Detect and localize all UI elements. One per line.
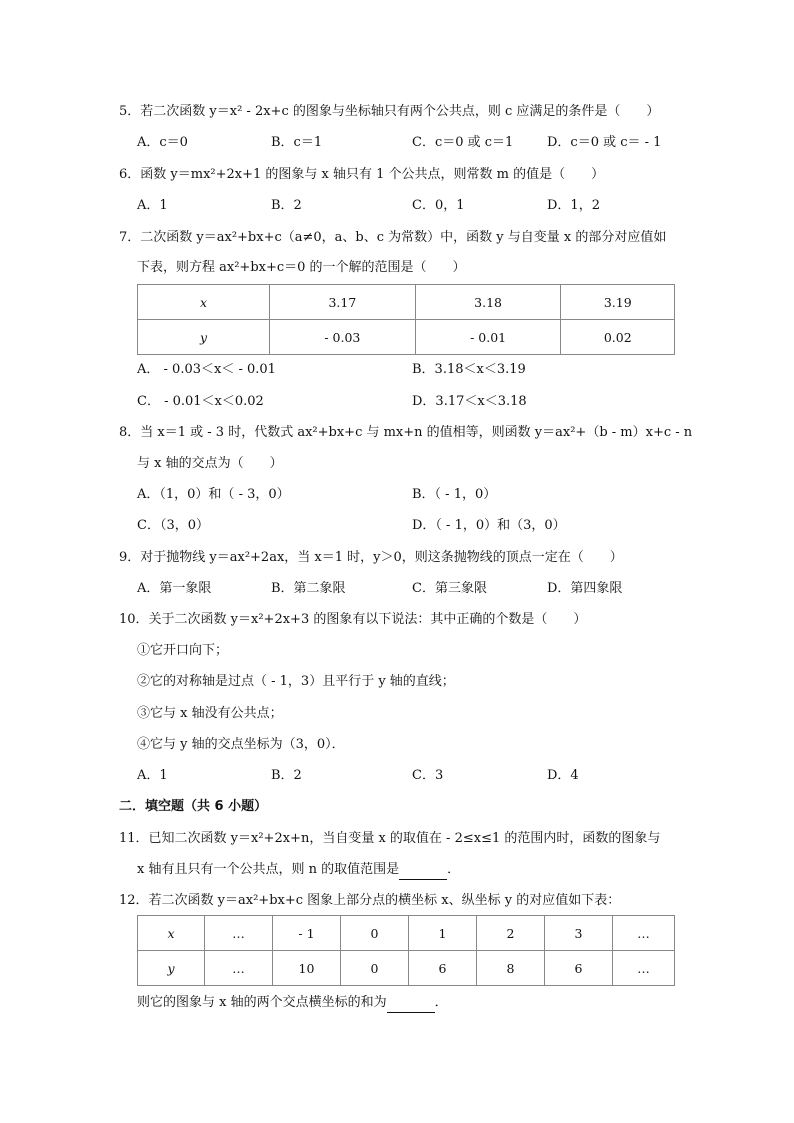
table-cell: 3 [545,916,613,951]
table-row [138,916,675,951]
q8-option-d: D．（ - 1，0）和（3，0） [412,518,566,533]
table-cell: … [613,951,675,986]
question-5-stem: 5．若二次函数 y＝x² - 2x+c 的图象与坐标轴只有两个公共点，则 c 应满足的条件是（ ） [119,104,660,119]
q9-option-d: D．第四象限 [547,581,623,596]
q7-option-a: A． - 0.03＜x＜ - 0.01 [137,362,276,377]
answer-blank [387,994,435,1013]
q9-option-b: B．第二象限 [271,581,346,596]
q12-value-table [137,915,675,986]
question-12-followup [137,994,448,1013]
q12-text: 则它的图象与 x 轴的两个交点横坐标的和为 [137,995,387,1010]
table-row [138,320,675,355]
q9-option-a: A．第一象限 [137,581,212,596]
table-cell: x [138,285,270,320]
question-12-stem: 12．若二次函数 y＝ax²+bx+c 图象上部分点的横坐标 x、纵坐标 y 的对应值如下表： [119,893,621,908]
table-cell: 0 [341,916,409,951]
q5-option-a: A．c＝0 [137,135,188,150]
q10-statement-4: ④它与 y 轴的交点坐标为（3，0）． [137,737,345,752]
table-cell: 2 [477,916,545,951]
answer-blank [399,861,447,880]
table-cell: … [205,951,273,986]
q5-option-d: D．c＝0 或 c＝ - 1 [547,135,662,150]
q6-option-b: B．2 [271,198,302,213]
table-cell: 3.18 [415,285,561,320]
q10-statement-1: ①它开口向下； [137,643,229,658]
table-cell: … [613,916,675,951]
q8-option-c: C．（3，0） [137,518,209,533]
table-cell: 0 [341,951,409,986]
q6-option-c: C．0，1 [412,198,465,213]
table-cell: - 0.01 [415,320,561,355]
table-cell: 10 [273,951,341,986]
table-cell: x [138,916,205,951]
q10-option-b: B．2 [271,768,302,783]
table-cell: … [205,916,273,951]
q10-option-d: D．4 [547,768,579,783]
question-8-stem-line1: 8．当 x＝1 或 - 3 时，代数式 ax²+bx+c 与 mx+n 的值相等，则函数 y＝ax²+（b - m）x+c - n [119,425,693,440]
q7-option-d: D．3.17＜x＜3.18 [412,394,527,409]
q5-option-b: B．c＝1 [271,135,323,150]
table-cell: 0.02 [561,320,675,355]
table-row [138,951,675,986]
question-11-stem-line1: 11．已知二次函数 y＝x²+2x+n，当自变量 x 的取值在 - 2≤x≤1 的范围内时，函数的图象与 [119,831,661,846]
question-6-stem: 6．函数 y＝mx²+2x+1 的图象与 x 轴只有 1 个公共点，则常数 m 的值是（ ） [119,167,605,182]
q11-text: x 轴有且只有一个公共点，则 n 的取值范围是 [137,862,400,877]
q9-option-c: C．第三象限 [412,581,487,596]
section-title-fill-in: 二．填空题（共 6 小题） [119,799,268,814]
q6-option-a: A．1 [137,198,168,213]
table-cell: - 1 [273,916,341,951]
q6-option-d: D．1，2 [547,198,600,213]
q7-option-b: B．3.18＜x＜3.19 [412,362,526,377]
table-row [138,285,675,320]
q7-option-c: C． - 0.01＜x＜0.02 [137,394,264,409]
question-10-stem: 10．关于二次函数 y＝x²+2x+3 的图象有以下说法：其中正确的个数是（ ） [119,612,587,627]
table-cell: 6 [545,951,613,986]
q7-value-table [137,284,675,355]
table-cell: 3.17 [270,285,416,320]
q8-option-b: B．（ - 1，0） [412,487,497,502]
table-cell: 8 [477,951,545,986]
q10-statement-3: ③它与 x 轴没有公共点； [137,706,283,721]
question-8-stem-line2: 与 x 轴的交点为（ ） [137,456,283,471]
table-cell: 3.19 [561,285,675,320]
table-cell: 6 [409,951,477,986]
q10-option-a: A．1 [137,768,168,783]
q5-option-c: C．c＝0 或 c＝1 [412,135,514,150]
table-cell: - 0.03 [270,320,416,355]
q8-option-a: A．（1，0）和（ - 3，0） [137,487,290,502]
question-7-stem-line1: 7．二次函数 y＝ax²+bx+c（a≠0，a、b、c 为常数）中，函数 y 与自变量 x 的部分对应值如 [119,230,667,245]
table-cell: y [138,951,205,986]
q10-statement-2: ②它的对称轴是过点（ - 1，3）且平行于 y 轴的直线； [137,674,455,689]
question-9-stem: 9．对于抛物线 y＝ax²+2ax，当 x＝1 时，y＞0，则这条抛物线的顶点一定在（ ） [119,550,623,565]
table-cell: 1 [409,916,477,951]
q12-end: ． [434,995,448,1010]
question-7-stem-line2: 下表，则方程 ax²+bx+c＝0 的一个解的范围是（ ） [137,260,466,275]
q10-option-c: C．3 [412,768,444,783]
table-cell: y [138,320,270,355]
question-11-stem-line2 [137,861,460,880]
q11-end: ． [447,862,461,877]
